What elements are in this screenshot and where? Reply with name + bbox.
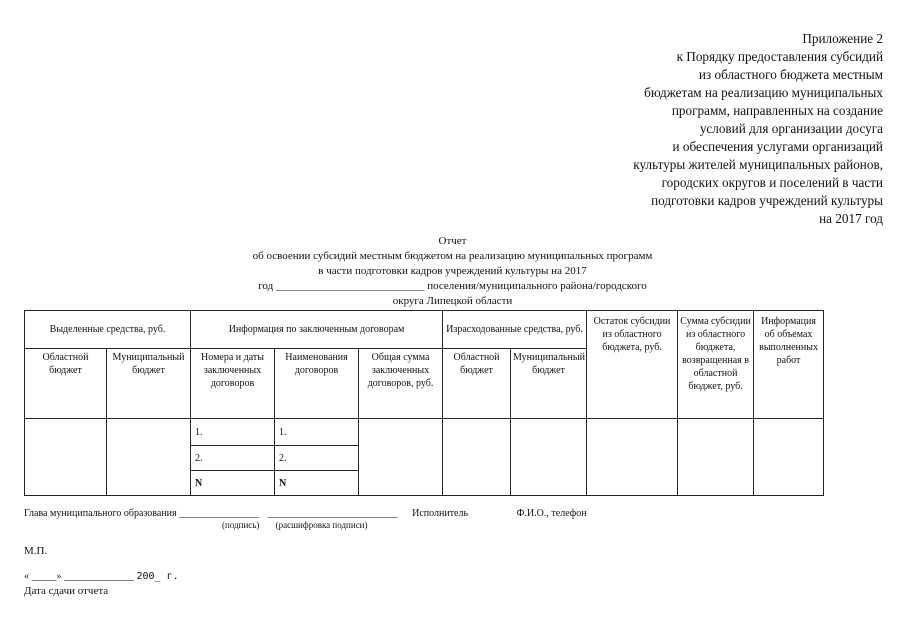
report-title-block [0, 234, 905, 309]
cell-spent-regional[interactable] [443, 419, 511, 496]
contract-names-header: Наименования договоров [275, 349, 359, 419]
annex-line: и обеспечения услугами организаций [672, 139, 883, 154]
cell-returned[interactable] [678, 419, 754, 496]
municipal-budget-header: Муниципальный бюджет [107, 349, 191, 419]
volumes-header: Информация об объемах выполненных работ [754, 311, 824, 419]
spent-regional-header: Областной бюджет [443, 349, 511, 419]
report-title-line: в части подготовки кадров учреждений культуры на 2017 [318, 265, 587, 277]
annex-line: подготовки кадров учреждений культуры [651, 193, 883, 208]
annex-line: Приложение 2 [802, 31, 883, 46]
signature-captions [222, 520, 368, 530]
executor-label: Исполнитель [412, 508, 469, 519]
year-field[interactable]: 200_ г. [136, 571, 179, 582]
contract-numbers-header: Номера и даты заключенных договоров [191, 349, 275, 419]
date-line [24, 571, 179, 582]
month-field[interactable]: ______________ [64, 571, 134, 582]
signature-field[interactable]: ________________ [179, 508, 260, 519]
cell-regional[interactable] [25, 419, 107, 496]
annex-line: городских округов и поселений в части [661, 175, 883, 190]
report-title: Отчет [438, 235, 467, 247]
report-title-line: год ___________________________ поселения/муниципального района/городского [258, 280, 647, 292]
row-name-cell[interactable]: N [275, 471, 359, 496]
sign-caption: (подпись) [222, 520, 260, 530]
cell-municipal[interactable] [107, 419, 191, 496]
header-row [25, 311, 824, 349]
cell-spent-municipal[interactable] [511, 419, 587, 496]
report-title-line: округа Липецкой области [392, 295, 513, 307]
row-number-cell[interactable]: N [191, 471, 275, 496]
annex-line: бюджетам на реализацию муниципальных [644, 85, 883, 100]
allocated-header: Выделенные средства, руб. [25, 311, 191, 349]
contracts-header: Информация по заключенным договорам [191, 311, 443, 349]
annex-line: к Порядку предоставления субсидий [676, 49, 883, 64]
decode-field[interactable]: __________________________ [267, 508, 398, 519]
annex-line: условий для организации досуга [699, 121, 883, 136]
spent-header: Израсходованные средства, руб. [443, 311, 587, 349]
annex-line: из областного бюджета местным [698, 67, 883, 82]
table-row [25, 419, 824, 446]
cell-remainder[interactable] [587, 419, 678, 496]
quote-close: » [56, 571, 62, 582]
row-name-cell[interactable]: 1. [275, 419, 359, 446]
annex-line: на 2017 год [819, 211, 883, 226]
total-sum-header: Общая сумма заключенных договоров, руб. [359, 349, 443, 419]
delivery-date-label: Дата сдачи отчета [24, 585, 109, 597]
remainder-header: Остаток субсидии из областного бюджета, руб. [587, 311, 678, 419]
stamp-label: М.П. [24, 545, 48, 557]
fio-label: Ф.И.О., телефон [516, 508, 587, 519]
day-field[interactable]: _____ [31, 571, 57, 582]
decode-caption: (расшифровка подписи) [275, 520, 368, 530]
row-name-cell[interactable]: 2. [275, 446, 359, 471]
annex-line: культуры жителей муниципальных районов, [633, 157, 883, 172]
regional-budget-header: Областной бюджет [25, 349, 107, 419]
cell-total-sum[interactable] [359, 419, 443, 496]
head-label: Глава муниципального образования [24, 508, 177, 519]
row-number-cell[interactable]: 2. [191, 446, 275, 471]
cell-volumes[interactable] [754, 419, 824, 496]
annex-header [563, 30, 883, 228]
row-number-cell[interactable]: 1. [191, 419, 275, 446]
signature-line [24, 508, 587, 519]
report-title-line: об освоении субсидий местным бюджетом на реализацию муниципальных программ [252, 250, 653, 262]
annex-line: программ, направленных на создание [671, 103, 883, 118]
spent-municipal-header: Муниципальный бюджет [511, 349, 587, 419]
quote-open: « [24, 571, 29, 582]
returned-header: Сумма субсидии из областного бюджета, возвращенная в областной бюджет, руб. [678, 311, 754, 419]
report-table [24, 310, 824, 496]
